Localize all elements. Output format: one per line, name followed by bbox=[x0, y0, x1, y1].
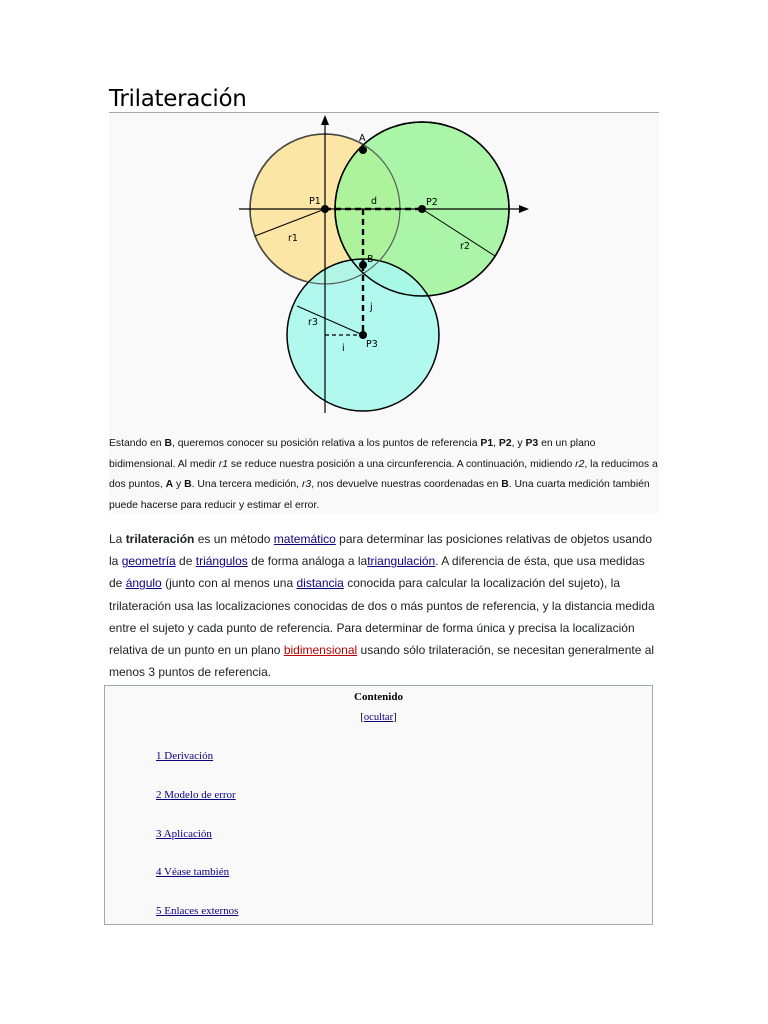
caption-text: Estando en bbox=[109, 438, 165, 449]
caption-text: , queremos conocer su posición relativa a los puntos de referencia bbox=[171, 438, 481, 449]
toc-bracket: [ bbox=[360, 712, 364, 723]
caption-bold-b: B bbox=[164, 438, 172, 449]
paragraph-text: . A diferencia de ésta, que usa medidas de bbox=[109, 554, 645, 591]
toc-link-enlaces-externos[interactable]: 5 Enlaces externos bbox=[156, 905, 239, 917]
point-b bbox=[359, 261, 367, 269]
paragraph-text: de forma análoga a la bbox=[247, 554, 368, 569]
caption-text: , nos devuelve nuestras coordenadas en bbox=[311, 479, 502, 490]
caption-bold-a: A bbox=[165, 479, 174, 490]
paragraph-text: La bbox=[109, 532, 126, 546]
paragraph-text: (junto con al menos una bbox=[161, 576, 297, 591]
caption-text: , la reducimos a dos puntos, bbox=[109, 458, 658, 490]
toc-item bbox=[156, 789, 236, 801]
label-p1: P1 bbox=[309, 196, 321, 207]
caption-bold-p2: P2 bbox=[498, 438, 512, 449]
label-r3: r3 bbox=[308, 317, 318, 328]
point-p1 bbox=[321, 205, 329, 213]
figure-caption bbox=[109, 434, 659, 516]
caption-text: . Una tercera medición, bbox=[191, 479, 302, 490]
caption-text: . Una cuarta medición también puede hacerse para reducir y estimar el error. bbox=[109, 479, 650, 511]
toc-hide-link[interactable]: ocultar bbox=[363, 712, 394, 723]
label-b: B bbox=[367, 254, 374, 265]
page-title: Trilateración bbox=[109, 86, 247, 112]
caption-bold-p3: P3 bbox=[525, 438, 539, 449]
paragraph-text: es un método bbox=[194, 532, 274, 546]
toc-item bbox=[156, 866, 229, 878]
link-triangulacion[interactable]: triangulación bbox=[367, 554, 436, 569]
caption-text: en un plano bidimensional. Al medir bbox=[109, 438, 596, 470]
term-trilateracion: trilateración bbox=[125, 532, 195, 546]
paragraph-text: conocida para calcular la localización del sujeto), la trilateración usa las localizaciones conocidas de dos o más puntos de referencia, y la distancia medida entre el sujeto y cada punto de referencia. Para determinar de forma única y precisa la localización relativa de un punto en un plano bbox=[109, 576, 655, 658]
y-axis-arrow bbox=[321, 115, 329, 125]
point-a bbox=[359, 146, 367, 154]
caption-italic-r2: r2 bbox=[575, 458, 585, 470]
caption-text: , bbox=[493, 438, 499, 449]
toc-bracket: ] bbox=[393, 712, 397, 723]
intro-paragraph bbox=[109, 528, 657, 683]
caption-text: y bbox=[173, 479, 185, 490]
caption-bold-b: B bbox=[184, 479, 192, 490]
label-d: d bbox=[371, 196, 378, 207]
link-triangulos[interactable]: triángulos bbox=[195, 554, 248, 569]
label-j: j bbox=[370, 302, 373, 313]
toc-item bbox=[156, 750, 213, 762]
toc-link-modelo-de-error[interactable]: 2 Modelo de error bbox=[156, 789, 236, 801]
toc-item bbox=[156, 905, 238, 917]
label-p2: P2 bbox=[426, 197, 438, 208]
caption-text: , y bbox=[511, 438, 526, 449]
label-p3: P3 bbox=[366, 339, 378, 350]
toc-title: Contenido bbox=[354, 691, 403, 703]
point-p2 bbox=[418, 205, 426, 213]
link-matematico[interactable]: matemático bbox=[273, 532, 336, 546]
caption-italic-r1: r1 bbox=[218, 458, 228, 470]
label-i: i bbox=[342, 343, 345, 354]
paragraph-text: usando sólo trilateración, se necesitan generalmente al menos 3 puntos de referencia. bbox=[109, 643, 655, 680]
point-p3 bbox=[359, 331, 367, 339]
paragraph-text: para determinar las posiciones relativas de objetos usando la bbox=[109, 532, 652, 569]
link-angulo[interactable]: ángulo bbox=[125, 576, 162, 591]
label-r1: r1 bbox=[288, 233, 298, 244]
toc-item bbox=[156, 828, 212, 840]
paragraph-text: de bbox=[175, 554, 196, 569]
toc-link-derivacion[interactable]: 1 Derivación bbox=[156, 750, 214, 762]
caption-bold-p1: P1 bbox=[480, 438, 494, 449]
toc-link-vease-tambien[interactable]: 4 Véase también bbox=[156, 866, 230, 878]
link-distancia[interactable]: distancia bbox=[296, 576, 344, 591]
caption-text: se reduce nuestra posición a una circunferencia. A continuación, midiendo bbox=[227, 458, 576, 470]
trilateration-diagram bbox=[109, 113, 659, 433]
x-axis-arrow bbox=[519, 205, 529, 213]
label-a: A bbox=[359, 133, 366, 144]
toc-toggle bbox=[105, 712, 652, 723]
table-of-contents bbox=[104, 685, 653, 925]
label-r2: r2 bbox=[460, 241, 470, 252]
link-bidimensional[interactable]: bidimensional bbox=[283, 643, 358, 658]
caption-bold-b: B bbox=[501, 479, 509, 490]
link-geometria[interactable]: geometría bbox=[121, 554, 176, 569]
caption-italic-r3: r3 bbox=[301, 479, 312, 490]
toc-link-aplicacion[interactable]: 3 Aplicación bbox=[156, 828, 212, 840]
